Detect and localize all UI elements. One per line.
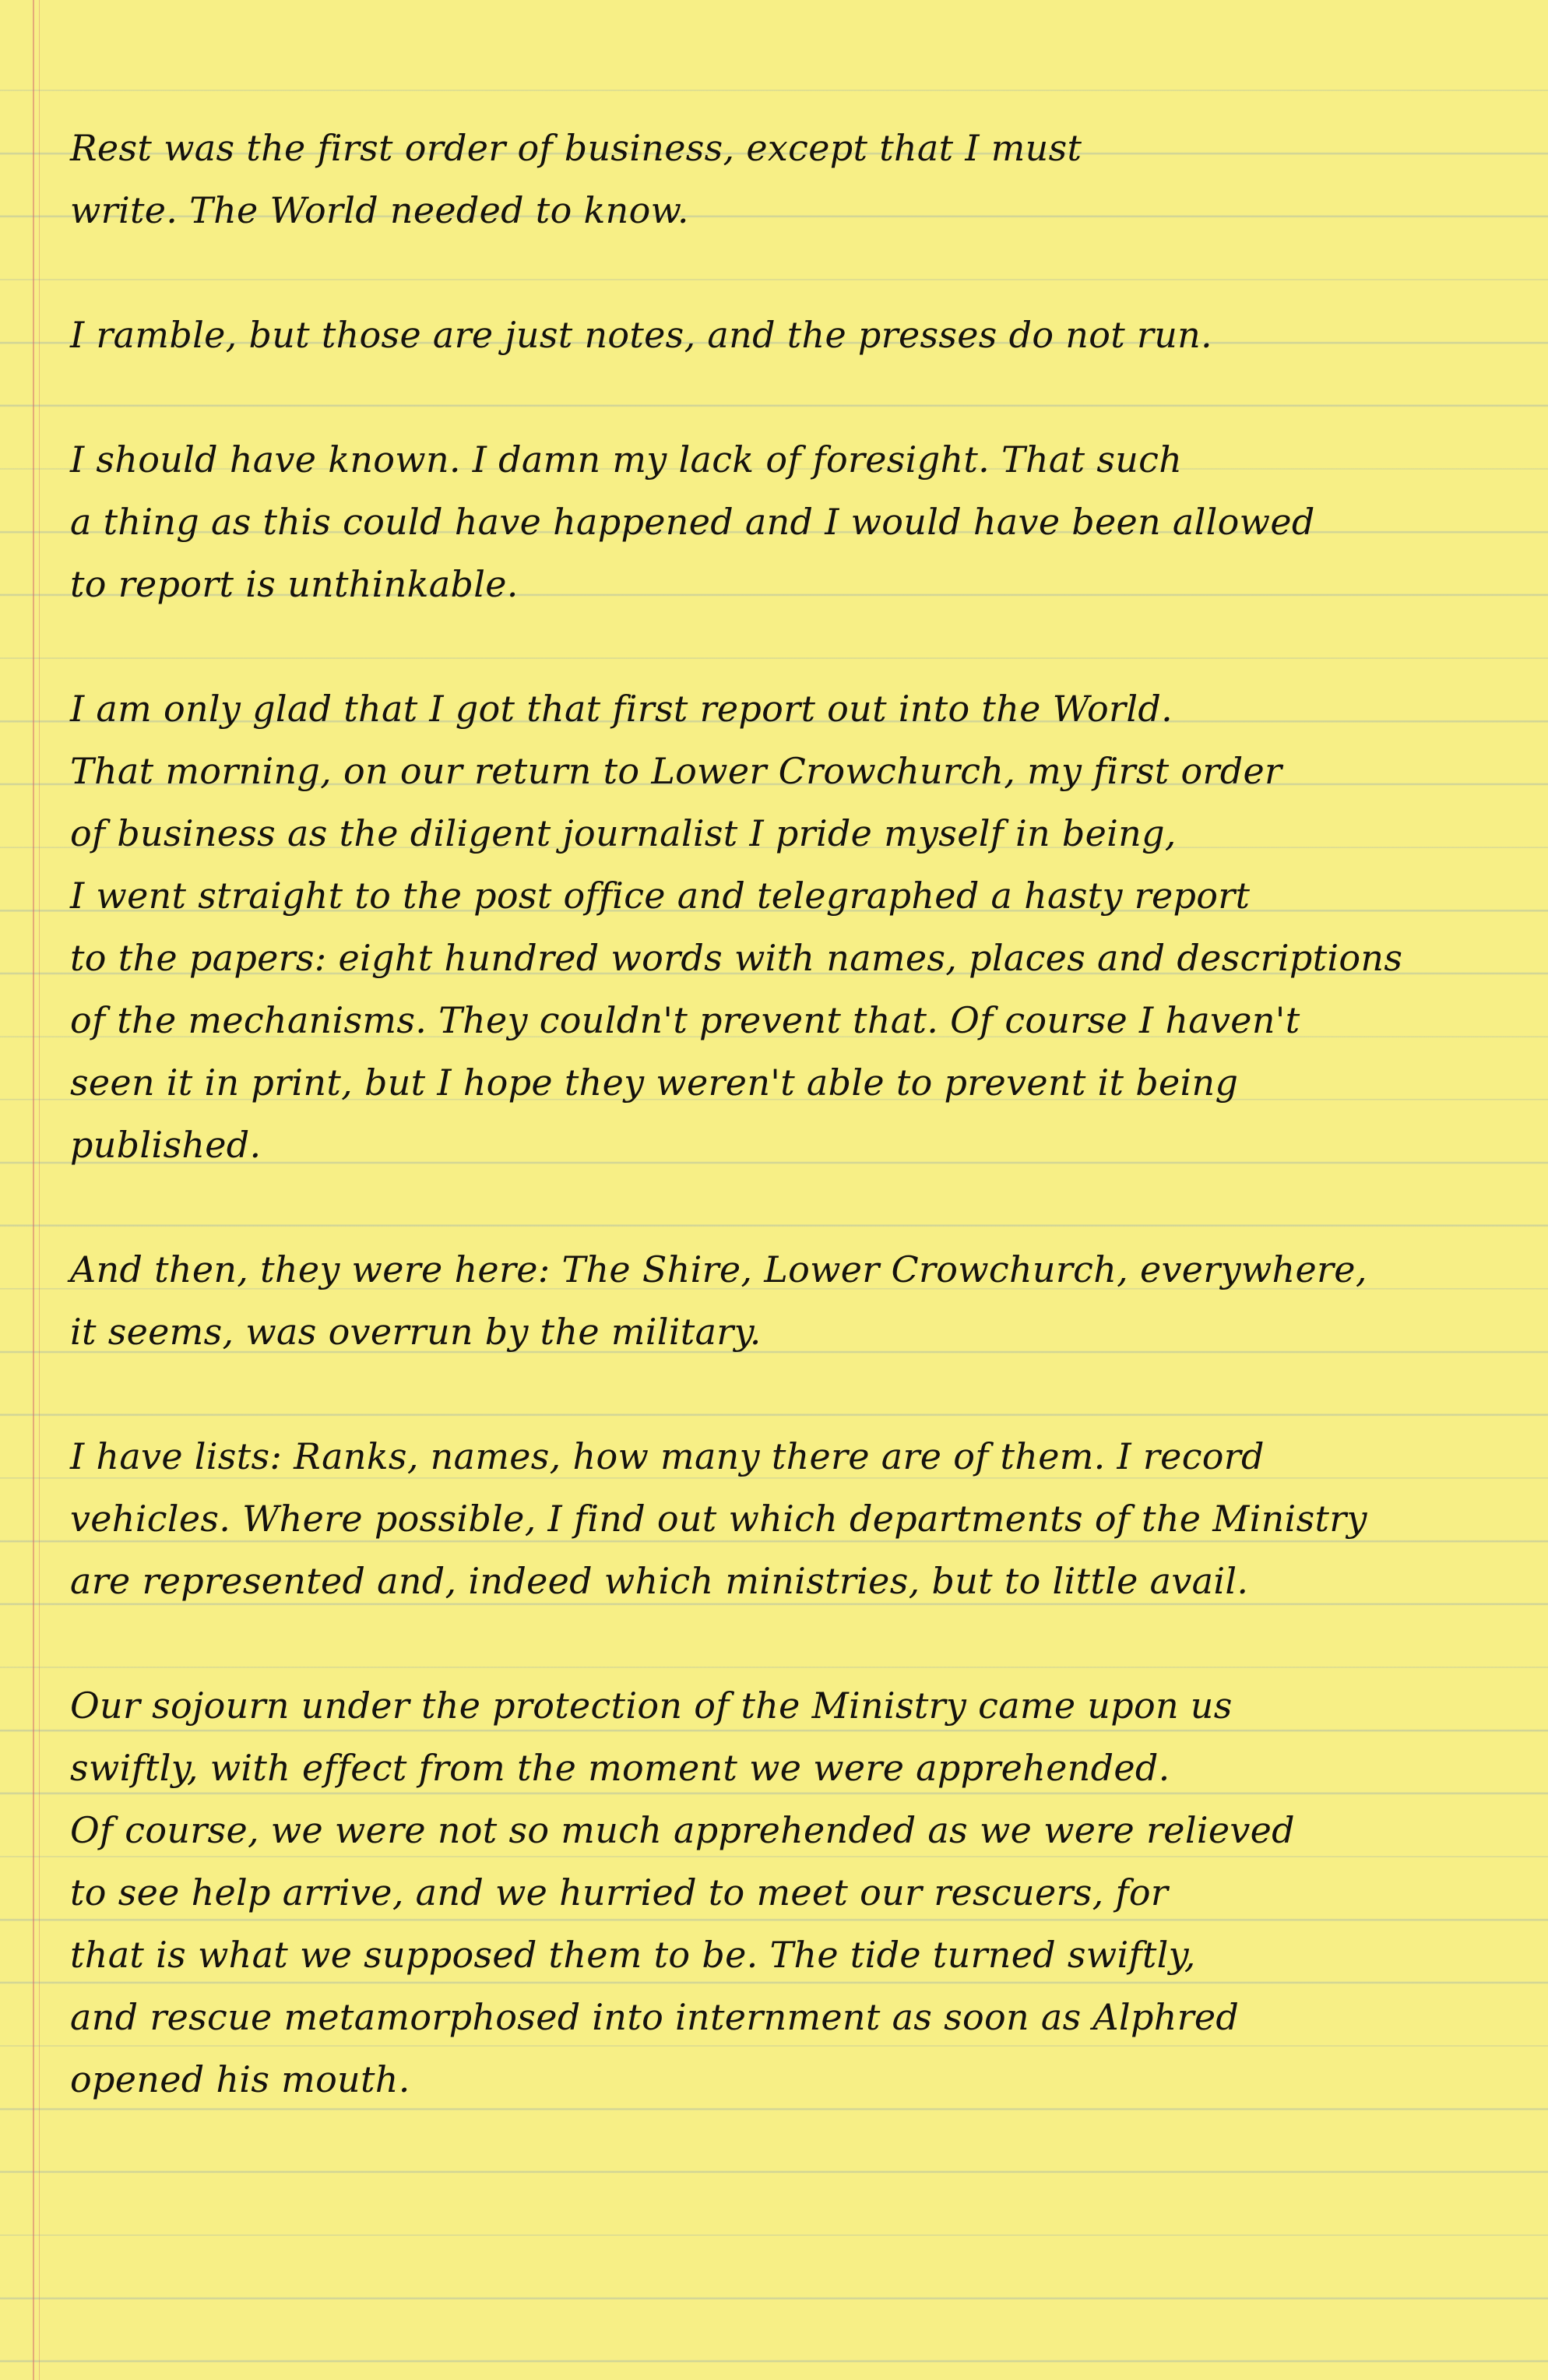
text-line: write. The World needed to know. bbox=[70, 189, 689, 231]
text-line: opened his mouth. bbox=[70, 2058, 410, 2100]
text-line: a thing as this could have happened and I would have been allowed bbox=[70, 501, 1315, 543]
text-line: it seems, was overrun by the military. bbox=[70, 1311, 762, 1353]
text-line: of the mechanisms. They couldn't prevent that. Of course I haven't bbox=[70, 999, 1300, 1041]
paragraph-4 bbox=[70, 678, 1503, 1176]
text-line: swiftly, with effect from the moment we were apprehended. bbox=[70, 1747, 1170, 1789]
text-line: to report is unthinkable. bbox=[70, 563, 519, 605]
handwritten-text bbox=[70, 117, 1503, 2173]
text-line: And then, they were here: The Shire, Lower Crowchurch, everywhere, bbox=[70, 1248, 1367, 1290]
paragraph-2 bbox=[70, 304, 1503, 366]
text-line: Our sojourn under the protection of the Ministry came upon us bbox=[70, 1685, 1233, 1727]
text-line: seen it in print, but I hope they weren't able to prevent it being bbox=[70, 1061, 1239, 1104]
paragraph-3 bbox=[70, 428, 1503, 615]
paragraph-5 bbox=[70, 1238, 1503, 1363]
margin-rule bbox=[33, 0, 34, 2380]
text-line: I went straight to the post office and telegraphed a hasty report bbox=[70, 875, 1251, 917]
text-line: That morning, on our return to Lower Crowchurch, my first order bbox=[70, 750, 1282, 792]
margin-rule-inner bbox=[39, 0, 40, 2380]
text-line: to see help arrive, and we hurried to meet our rescuers, for bbox=[70, 1871, 1169, 1914]
text-line: Of course, we were not so much apprehended as we were relieved bbox=[70, 1809, 1295, 1851]
text-line: I have lists: Ranks, names, how many there are of them. I record bbox=[70, 1435, 1265, 1477]
paragraph-1 bbox=[70, 117, 1503, 241]
text-line: I should have known. I damn my lack of foresight. That such bbox=[70, 438, 1183, 481]
paragraph-7 bbox=[70, 1674, 1503, 2111]
text-line: I am only glad that I got that first report out into the World. bbox=[70, 688, 1173, 730]
paragraph-6 bbox=[70, 1425, 1503, 1612]
text-line: published. bbox=[70, 1124, 262, 1166]
text-line: are represented and, indeed which ministries, but to little avail. bbox=[70, 1560, 1249, 1602]
text-line: of business as the diligent journalist I pride myself in being, bbox=[70, 812, 1177, 854]
text-line: that is what we supposed them to be. The tide turned swiftly, bbox=[70, 1934, 1196, 1976]
text-line: to the papers: eight hundred words with names, places and descriptions bbox=[70, 937, 1403, 979]
text-line: vehicles. Where possible, I find out which departments of the Ministry bbox=[70, 1498, 1367, 1540]
text-line: I ramble, but those are just notes, and the presses do not run. bbox=[70, 314, 1212, 356]
text-line: Rest was the first order of business, except that I must bbox=[70, 127, 1082, 169]
text-line: and rescue metamorphosed into internment as soon as Alphred bbox=[70, 1996, 1240, 2038]
